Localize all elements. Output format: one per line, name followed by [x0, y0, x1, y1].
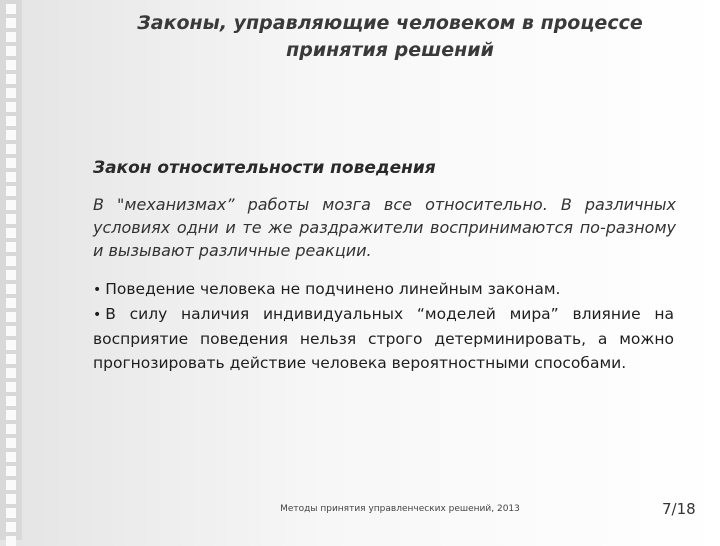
film-hole: [6, 480, 16, 490]
section-heading: Закон относительности поведения: [93, 158, 436, 178]
film-hole: [6, 228, 16, 238]
film-hole: [6, 522, 16, 532]
film-hole: [6, 116, 16, 126]
film-hole: [6, 186, 16, 196]
film-hole: [6, 382, 16, 392]
film-hole: [6, 74, 16, 84]
film-hole: [6, 508, 16, 518]
film-hole: [6, 298, 16, 308]
film-hole: [6, 102, 16, 112]
film-hole: [6, 284, 16, 294]
film-hole: [6, 340, 16, 350]
bullet-item: [93, 277, 674, 302]
page-number: 7/18: [662, 500, 696, 518]
film-hole: [6, 424, 16, 434]
bullet-text: Поведение человека не подчинено линейным законам.: [105, 280, 561, 298]
bullet-list: [93, 277, 674, 375]
film-hole: [6, 312, 16, 322]
slide-title: Законы, управляющие человеком в процессе принятия решений: [137, 12, 643, 61]
slide-footer: Методы принятия управленческих решений, 2013: [280, 504, 520, 514]
film-hole: [6, 214, 16, 224]
film-hole: [6, 368, 16, 378]
film-hole: [6, 60, 16, 70]
film-hole: [6, 130, 16, 140]
film-hole: [6, 438, 16, 448]
film-hole: [6, 256, 16, 266]
film-hole: [6, 396, 16, 406]
bullet-icon: •: [93, 282, 102, 298]
film-strip-decoration: [0, 0, 22, 540]
film-hole: [6, 270, 16, 280]
bullet-text: В силу наличия индивидуальных “моделей мира” влияние на восприятие поведения нельзя строго детерминировать, а можно прогнозировать действие человека вероятностными способами.: [93, 305, 674, 372]
film-hole: [6, 536, 16, 546]
film-hole: [6, 158, 16, 168]
film-hole: [6, 242, 16, 252]
film-hole: [6, 410, 16, 420]
film-hole: [6, 466, 16, 476]
film-hole: [6, 4, 16, 14]
film-hole: [6, 88, 16, 98]
film-hole: [6, 326, 16, 336]
film-hole: [6, 18, 16, 28]
film-hole: [6, 46, 16, 56]
intro-paragraph: В "механизмах” работы мозга все относительно. В различных условиях одни и те же раздражители воспринимаются по-разному и вызывают различные реакции.: [93, 195, 676, 260]
bullet-item: [93, 302, 674, 375]
bullet-icon: •: [93, 307, 102, 323]
film-hole: [6, 452, 16, 462]
film-hole: [6, 144, 16, 154]
film-hole: [6, 200, 16, 210]
film-hole: [6, 354, 16, 364]
film-hole: [6, 32, 16, 42]
film-hole: [6, 172, 16, 182]
film-hole: [6, 494, 16, 504]
